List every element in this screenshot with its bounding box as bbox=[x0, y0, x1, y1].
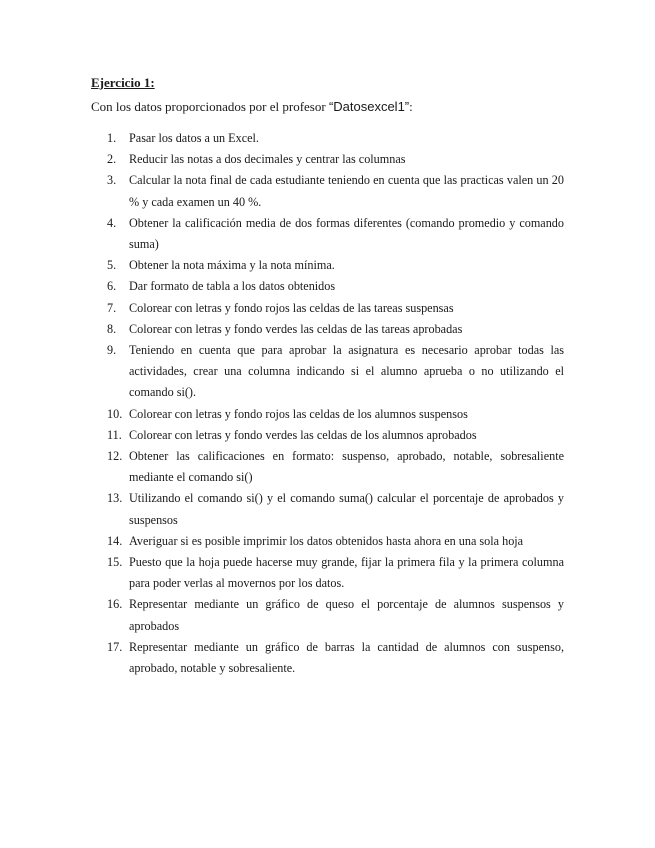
task-number: 2. bbox=[107, 152, 117, 167]
task-number: 12. bbox=[107, 449, 123, 464]
task-text: Representar mediante un gráfico de barras la cantidad de alumnos con suspenso, aprobado, notable y sobresaliente. bbox=[129, 639, 564, 676]
task-number: 1. bbox=[107, 131, 117, 145]
task-text: Calcular la nota final de cada estudiante teniendo en cuenta que las practicas valen un 20 % y cada examen un 40 %. bbox=[129, 173, 564, 209]
exercise-title: Ejercicio 1: bbox=[91, 75, 155, 90]
task-item-8 bbox=[107, 319, 564, 340]
task-item-16 bbox=[107, 594, 564, 636]
task-number: 8. bbox=[107, 321, 117, 336]
task-item-1 bbox=[107, 128, 564, 149]
task-number: 17. bbox=[107, 639, 123, 654]
task-item-14 bbox=[107, 531, 564, 552]
task-item-5 bbox=[107, 255, 564, 276]
task-text: Dar formato de tabla a los datos obtenidos bbox=[129, 279, 336, 294]
task-item-12 bbox=[107, 446, 564, 488]
task-item-3 bbox=[107, 170, 564, 212]
task-text: Obtener la calificación media de dos formas diferentes (comando promedio y comando suma) bbox=[129, 215, 564, 252]
task-item-2 bbox=[107, 149, 564, 170]
task-item-4 bbox=[107, 213, 564, 255]
task-item-11 bbox=[107, 425, 564, 446]
task-text: Representar mediante un gráfico de queso el porcentaje de alumnos suspensos y aprobados bbox=[129, 597, 564, 633]
task-number: 11. bbox=[107, 427, 122, 442]
task-number: 14. bbox=[107, 533, 123, 548]
task-text: Teniendo en cuenta que para aprobar la asignatura es necesario aprobar todas las actividades, crear una columna indicando si el alumno aprueba o no utilizando el comando si(). bbox=[129, 343, 564, 400]
task-number: 15. bbox=[107, 555, 123, 570]
exercise-intro bbox=[91, 98, 413, 115]
task-number: 9. bbox=[107, 343, 117, 358]
task-text: Obtener las calificaciones en formato: suspenso, aprobado, notable, sobresaliente mediante el comando si() bbox=[129, 449, 564, 485]
task-item-9 bbox=[107, 340, 564, 404]
intro-file-name: “Datosexcel1” bbox=[328, 99, 410, 114]
task-text: Averiguar si es posible imprimir los datos obtenidos hasta ahora en una sola hoja bbox=[129, 533, 524, 548]
task-text: Utilizando el comando si() y el comando suma() calcular el porcentaje de aprobados y suspensos bbox=[129, 491, 564, 527]
task-number: 13. bbox=[107, 491, 123, 506]
task-item-13 bbox=[107, 488, 564, 530]
task-text: Obtener la nota máxima y la nota mínima. bbox=[129, 258, 335, 273]
task-list bbox=[107, 128, 564, 679]
task-text: Colorear con letras y fondo verdes las celdas de los alumnos aprobados bbox=[129, 427, 477, 442]
intro-colon: : bbox=[409, 99, 413, 114]
task-number: 3. bbox=[107, 173, 117, 188]
task-item-15 bbox=[107, 552, 564, 594]
task-text: Reducir las notas a dos decimales y centrar las columnas bbox=[129, 152, 406, 167]
task-number: 16. bbox=[107, 597, 123, 612]
task-item-17 bbox=[107, 637, 564, 679]
task-item-10 bbox=[107, 404, 564, 425]
task-text: Puesto que la hoja puede hacerse muy grande, fijar la primera fila y la primera columna para poder verlas al movernos por los datos. bbox=[129, 555, 564, 591]
task-text: Pasar los datos a un Excel. bbox=[129, 131, 259, 145]
task-number: 6. bbox=[107, 279, 117, 294]
task-item-7 bbox=[107, 298, 564, 319]
task-number: 10. bbox=[107, 406, 123, 421]
task-item-6 bbox=[107, 276, 564, 297]
intro-text: Con los datos proporcionados por el profesor bbox=[91, 99, 329, 114]
task-text: Colorear con letras y fondo verdes las celdas de las tareas aprobadas bbox=[129, 321, 463, 336]
task-number: 5. bbox=[107, 258, 117, 273]
task-number: 7. bbox=[107, 300, 117, 315]
task-text: Colorear con letras y fondo rojos las celdas de las tareas suspensas bbox=[129, 300, 454, 315]
task-number: 4. bbox=[107, 215, 117, 230]
task-text: Colorear con letras y fondo rojos las celdas de los alumnos suspensos bbox=[129, 406, 468, 421]
